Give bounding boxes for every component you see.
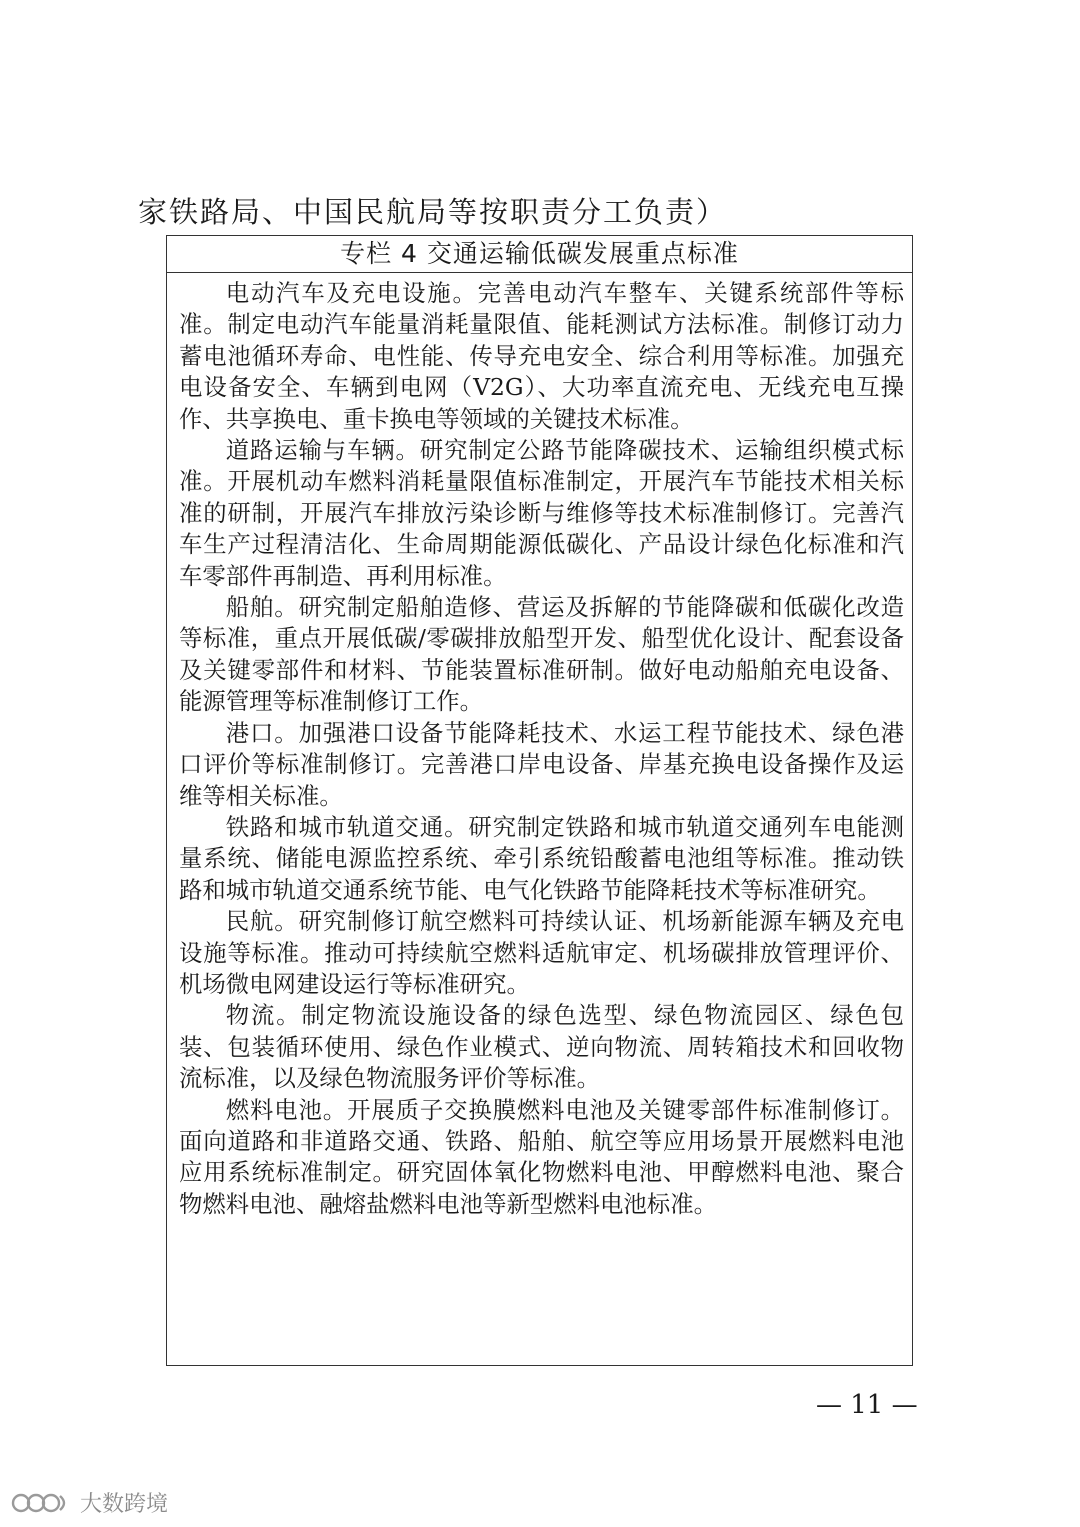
paragraph-text: 研究制定铁路和城市轨道交通列车电能测量系统、储能电源监控系统、牵引系统铅酸蓄电池组等标准。推动铁路和城市轨道交通系统节能、电气化铁路节能降耗技术等标准研究。 [179, 812, 905, 904]
paragraph-text: 开展质子交换膜燃料电池及关键零部件标准制修订。面向道路和非道路交通、铁路、船舶、航空等应用场景开展燃料电池应用系统标准制定。研究固体氧化物燃料电池、甲醇燃料电池、聚合物燃料电池、融熔盐燃料电池等新型燃料电池标准。 [179, 1095, 905, 1218]
box-title: 专栏 4 交通运输低碳发展重点标准 [167, 236, 912, 273]
watermark [10, 1487, 168, 1518]
paragraph-logistics [179, 1000, 904, 1094]
page-number: — 11 — [816, 1390, 918, 1420]
watermark-text: 大数跨境 [80, 1492, 169, 1517]
paragraph-ev-charging [179, 278, 904, 435]
paragraph-text: 完善电动汽车整车、关键系统部件等标准。制定电动汽车能量消耗量限值、能耗测试方法标准。制修订动力蓄电池循环寿命、电性能、传导充电安全、综合利用等标准。加强充电设备安全、车辆到电网（V2G）、大功率直流充电、无线充电互操作、共享换电、重卡换电等领域的关键技术标准。 [179, 279, 905, 433]
paragraph-heading: 燃料电池。 [225, 1095, 348, 1124]
paragraph-civil-aviation [179, 906, 904, 1000]
paragraph-heading: 物流。 [225, 1001, 302, 1030]
box-content [167, 273, 912, 1220]
paragraph-road-transport [179, 435, 904, 592]
paragraph-heading: 船舶。 [225, 593, 299, 622]
paragraph-heading: 铁路和城市轨道交通。 [225, 812, 469, 841]
paragraph-text: 加强港口设备节能降耗技术、水运工程节能技术、绿色港口评价等标准制修订。完善港口岸电设备、岸基充换电设备操作及运维等相关标准。 [179, 718, 905, 810]
paragraph-ships [179, 592, 904, 718]
link-logo-icon [10, 1490, 74, 1516]
paragraph-heading: 电动汽车及充电设施。 [225, 279, 478, 307]
paragraph-text: 研究制定公路节能降碳技术、运输组织模式标准。开展机动车燃料消耗量限值标准制定，开展汽车节能技术相关标准的研制，开展汽车排放污染诊断与维修等技术标准制修订。完善汽车生产过程清洁化、生命周期能源低碳化、产品设计绿色化标准和汽车零部件再制造、再利用标准。 [179, 436, 905, 590]
paragraph-text: 制定物流设施设备的绿色选型、绿色物流园区、绿色包装、包装循环使用、绿色作业模式、逆向物流、周转箱技术和回收物流标准，以及绿色物流服务评价等标准。 [179, 1001, 905, 1093]
paragraph-text: 研究制修订航空燃料可持续认证、机场新能源车辆及充电设施等标准。推动可持续航空燃料适航审定、机场碳排放管理评价、机场微电网建设运行等标准研究。 [179, 907, 905, 998]
paragraph-text: 研究制定船舶造修、营运及拆解的节能降碳和低碳化改造等标准，重点开展低碳/零碳排放船型开发、船型优化设计、配套设备及关键零部件和材料、节能装置标准研制。做好电动船舶充电设备、能源管理等标准制修订工作。 [179, 593, 905, 716]
lead-line: 家铁路局、中国民航局等按职责分工负责） [138, 195, 728, 229]
paragraph-heading: 道路运输与车辆。 [225, 436, 420, 465]
paragraph-heading: 港口。 [225, 718, 299, 747]
paragraph-heading: 民航。 [225, 907, 299, 936]
paragraph-rail [179, 812, 904, 906]
paragraph-ports [179, 718, 904, 812]
paragraph-fuel-cells [179, 1095, 904, 1221]
column-box [166, 235, 913, 1366]
